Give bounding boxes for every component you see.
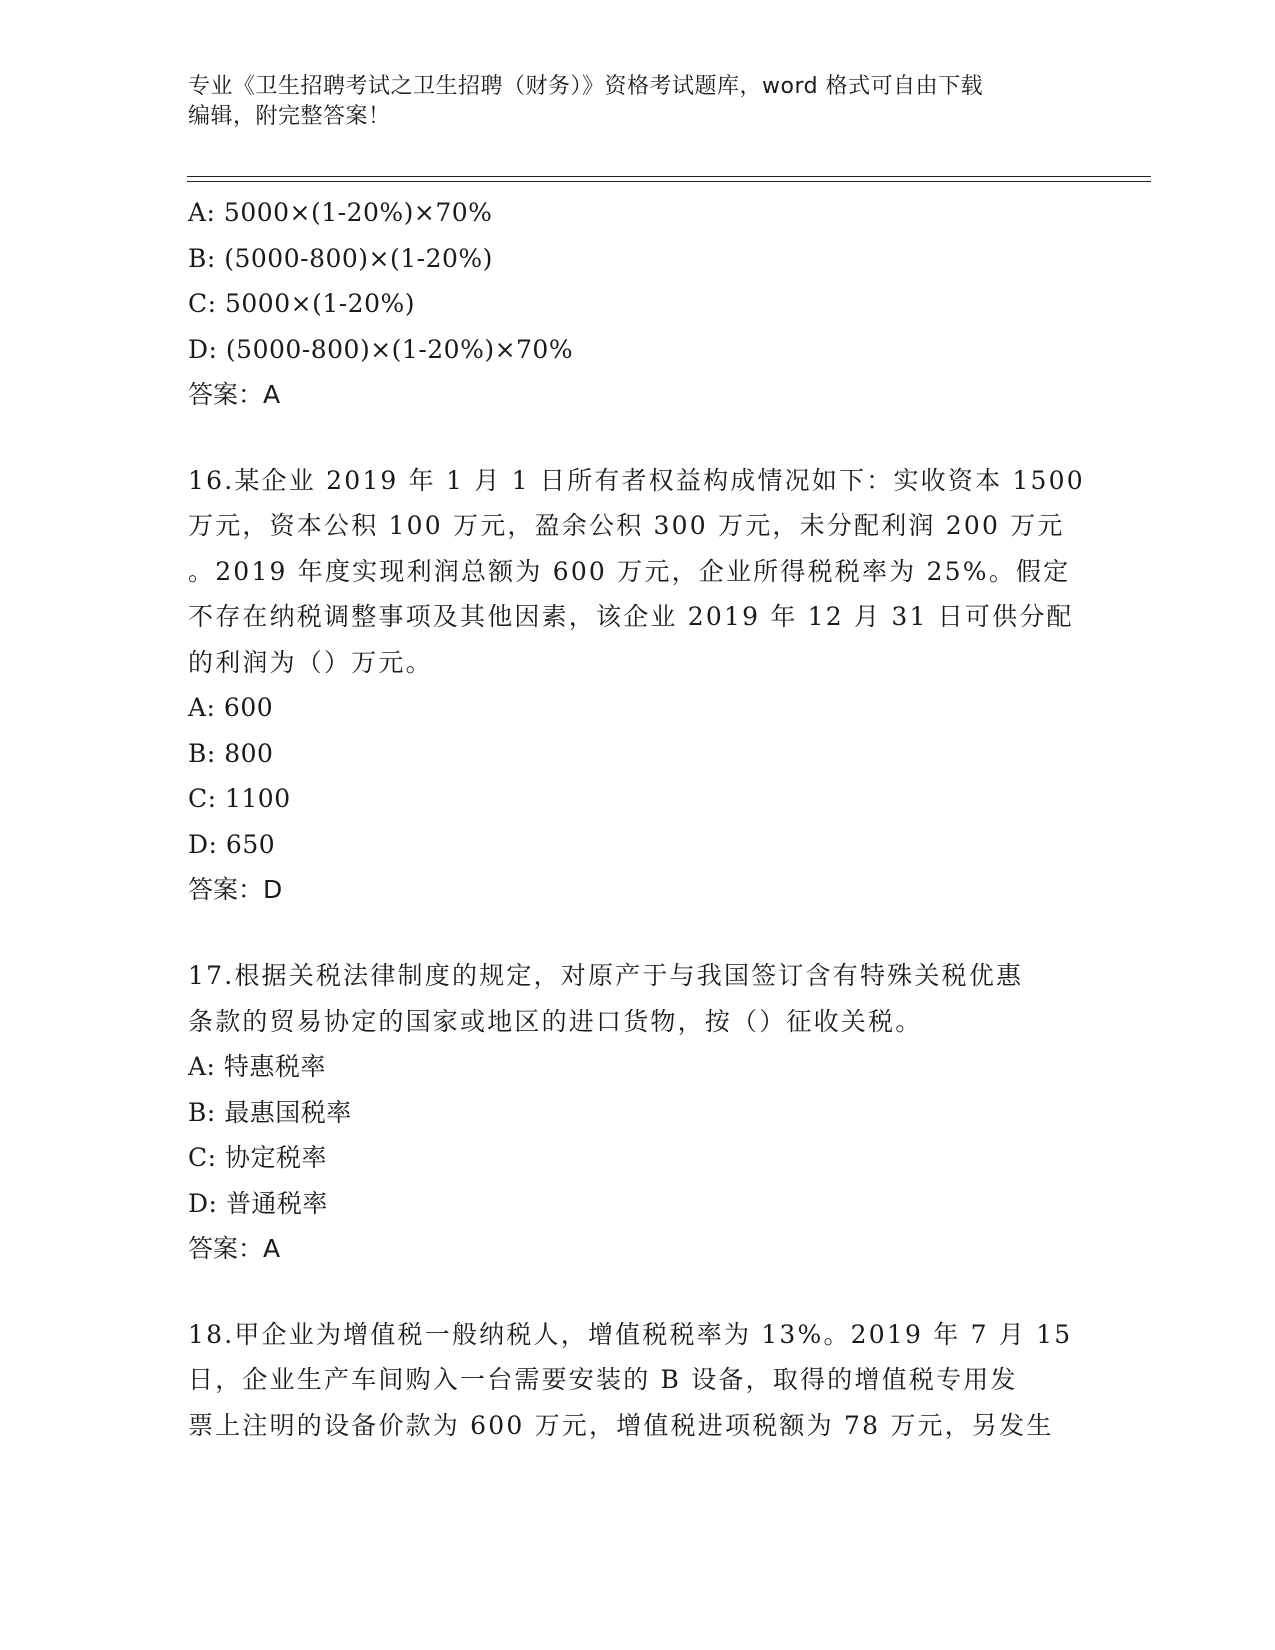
question-line: 18.甲企业为增值税一般纳税人，增值税税率为 13%。2019 年 7 月 15 xyxy=(188,1319,1073,1349)
option-d: D: (5000-800)×(1-20%)×70% xyxy=(188,334,574,364)
header-rule-top xyxy=(187,176,1151,177)
option-d: D: 650 xyxy=(188,829,276,859)
option-b: B: 800 xyxy=(188,738,274,768)
question-line: 万元，资本公积 100 万元，盈余公积 300 万元，未分配利润 200 万元 xyxy=(188,511,1065,541)
option-b: B: (5000-800)×(1-20%) xyxy=(188,243,493,273)
option-d: D: 普通税率 xyxy=(188,1188,328,1218)
header-rule-bottom xyxy=(187,181,1151,182)
option-b: B: 最惠国税率 xyxy=(188,1097,352,1127)
question-line: 票上注明的设备价款为 600 万元，增值税进项税额为 78 万元，另发生 xyxy=(188,1410,1054,1440)
answer-line: 答案：D xyxy=(188,875,283,905)
question-block-17 xyxy=(188,953,1088,1272)
answer-line: 答案：A xyxy=(188,380,281,409)
option-a: A: 5000×(1-20%)×70% xyxy=(188,198,493,227)
answer-line: 答案：A xyxy=(188,1234,281,1264)
option-c: C: 5000×(1-20%) xyxy=(188,289,415,318)
header-line-2: 编辑，附完整答案！ xyxy=(188,104,391,129)
option-c: C: 1100 xyxy=(188,784,291,814)
question-line: 不存在纳税调整事项及其他因素，该企业 2019 年 12 月 31 日可供分配 xyxy=(188,602,1074,632)
option-c: C: 协定税率 xyxy=(188,1143,327,1173)
option-a: A: 特惠税率 xyxy=(188,1052,326,1082)
document-header xyxy=(188,72,1068,132)
question-block-15 xyxy=(188,190,1088,418)
question-line: 17.根据关税法律制度的规定，对原产于与我国签订含有特殊关税优惠 xyxy=(188,960,1024,990)
question-line: 16.某企业 2019 年 1 月 1 日所有者权益构成情况如下：实收资本 1500 xyxy=(188,465,1085,495)
document-body xyxy=(188,190,1088,1448)
question-text xyxy=(188,1312,1073,1449)
question-block-16 xyxy=(188,458,1088,913)
question-line: 日，企业生产车间购入一台需要安装的 B 设备，取得的增值税专用发 xyxy=(188,1365,1018,1395)
question-line: 条款的贸易协定的国家或地区的进口货物，按（）征收关税。 xyxy=(188,1006,923,1036)
question-line: 。2019 年度实现利润总额为 600 万元，企业所得税税率为 25%。假定 xyxy=(188,556,1071,586)
header-line-1: 专业《卫生招聘考试之卫生招聘（财务）》资格考试题库，word 格式可自由下载 xyxy=(188,74,984,99)
option-a: A: 600 xyxy=(188,693,274,723)
question-text xyxy=(188,953,1068,1044)
question-line: 的利润为（）万元。 xyxy=(188,647,433,677)
question-block-18 xyxy=(188,1312,1088,1449)
question-text xyxy=(188,458,1085,686)
